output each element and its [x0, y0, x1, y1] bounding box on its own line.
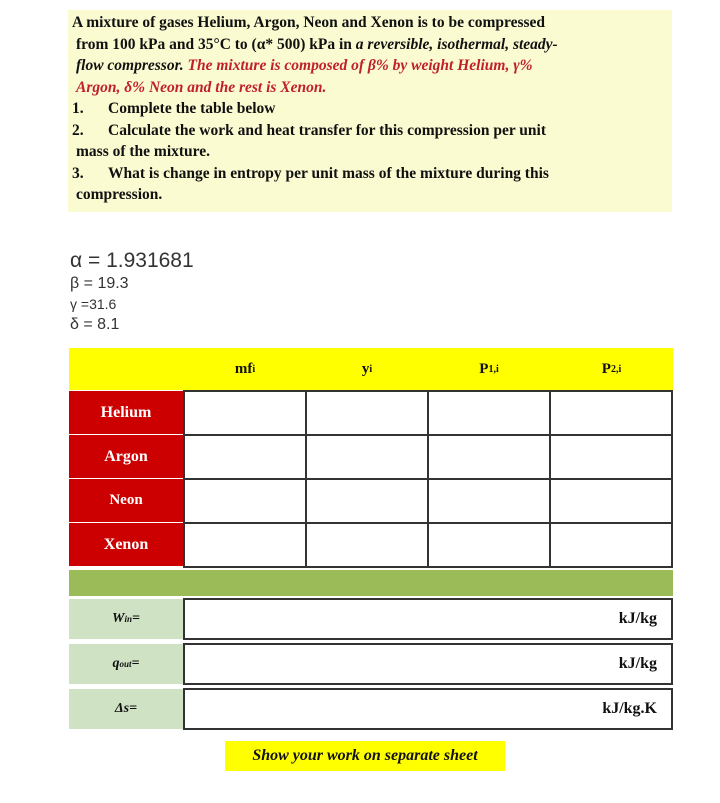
- entropy-change-unit: kJ/kg.K: [602, 700, 657, 717]
- footer-note: Show your work on separate sheet: [225, 741, 505, 771]
- column-header-mass-fraction: mf i: [234, 360, 256, 377]
- separator-band: [69, 570, 673, 596]
- argon-mole-fraction-cell[interactable]: [308, 437, 426, 477]
- helium-p1-cell[interactable]: [430, 393, 548, 433]
- column-divider: [305, 390, 307, 568]
- statement-line-4: Argon, δ% Neon and the rest is Xenon.: [76, 78, 327, 96]
- neon-mass-fraction-cell[interactable]: [186, 481, 304, 521]
- column-header-initial-partial-pressure: P 1,i: [479, 360, 499, 377]
- beta-value: β = 19.3: [70, 275, 129, 292]
- column-header-final-partial-pressure: P 2,i: [601, 360, 622, 377]
- task-2-continued: mass of the mixture.: [76, 143, 211, 160]
- entropy-change-label: Δs =: [69, 689, 183, 729]
- xenon-p2-cell[interactable]: [552, 525, 670, 565]
- statement-line-3: flow compressor. The mixture is composed of β% by weight Helium, γ%: [76, 57, 533, 74]
- helium-p2-cell[interactable]: [552, 393, 670, 433]
- task-3-continued: compression.: [76, 186, 163, 203]
- argon-mass-fraction-cell[interactable]: [186, 437, 304, 477]
- problem-statement: [68, 10, 672, 212]
- row-label-argon: Argon: [69, 435, 183, 478]
- row-label-xenon: Xenon: [69, 523, 183, 566]
- argon-p2-cell[interactable]: [552, 437, 670, 477]
- neon-p1-cell[interactable]: [430, 481, 548, 521]
- entropy-change-answer-cell[interactable]: [183, 688, 673, 730]
- delta-value: δ = 8.1: [70, 316, 120, 333]
- neon-p2-cell[interactable]: [552, 481, 670, 521]
- given-values: [70, 248, 194, 336]
- composition-table: [69, 348, 673, 731]
- work-in-label: W in =: [69, 599, 183, 639]
- neon-mole-fraction-cell[interactable]: [308, 481, 426, 521]
- xenon-mole-fraction-cell[interactable]: [308, 525, 426, 565]
- work-in-answer-cell[interactable]: [183, 598, 673, 640]
- gamma-value: γ =31.6: [70, 296, 117, 312]
- task-3: 3. What is change in entropy per unit mass of the mixture during this: [72, 164, 549, 182]
- xenon-mass-fraction-cell[interactable]: [186, 525, 304, 565]
- heat-out-label: q out =: [69, 644, 183, 684]
- row-label-helium: Helium: [69, 391, 183, 434]
- alpha-value: α = 1.931681: [70, 249, 194, 272]
- task-1: 1. Complete the table below: [72, 100, 276, 117]
- heat-out-unit: kJ/kg: [618, 655, 657, 672]
- column-divider: [549, 390, 551, 568]
- helium-mole-fraction-cell[interactable]: [308, 393, 426, 433]
- row-label-neon: Neon: [69, 479, 183, 522]
- argon-p1-cell[interactable]: [430, 437, 548, 477]
- task-2: 2. Calculate the work and heat transfer for this compression per unit: [72, 121, 547, 139]
- work-in-unit: kJ/kg: [618, 610, 657, 627]
- heat-out-answer-cell[interactable]: [183, 643, 673, 685]
- statement-line-1: A mixture of gases Helium, Argon, Neon and Xenon is to be compressed: [72, 14, 546, 31]
- column-divider: [427, 390, 429, 568]
- xenon-p1-cell[interactable]: [430, 525, 548, 565]
- helium-mass-fraction-cell[interactable]: [186, 393, 304, 433]
- statement-line-2: from 100 kPa and 35°C to (α* 500) kPa in a reversible, isothermal, steady-: [76, 35, 558, 53]
- column-header-mole-fraction: y i: [361, 360, 373, 377]
